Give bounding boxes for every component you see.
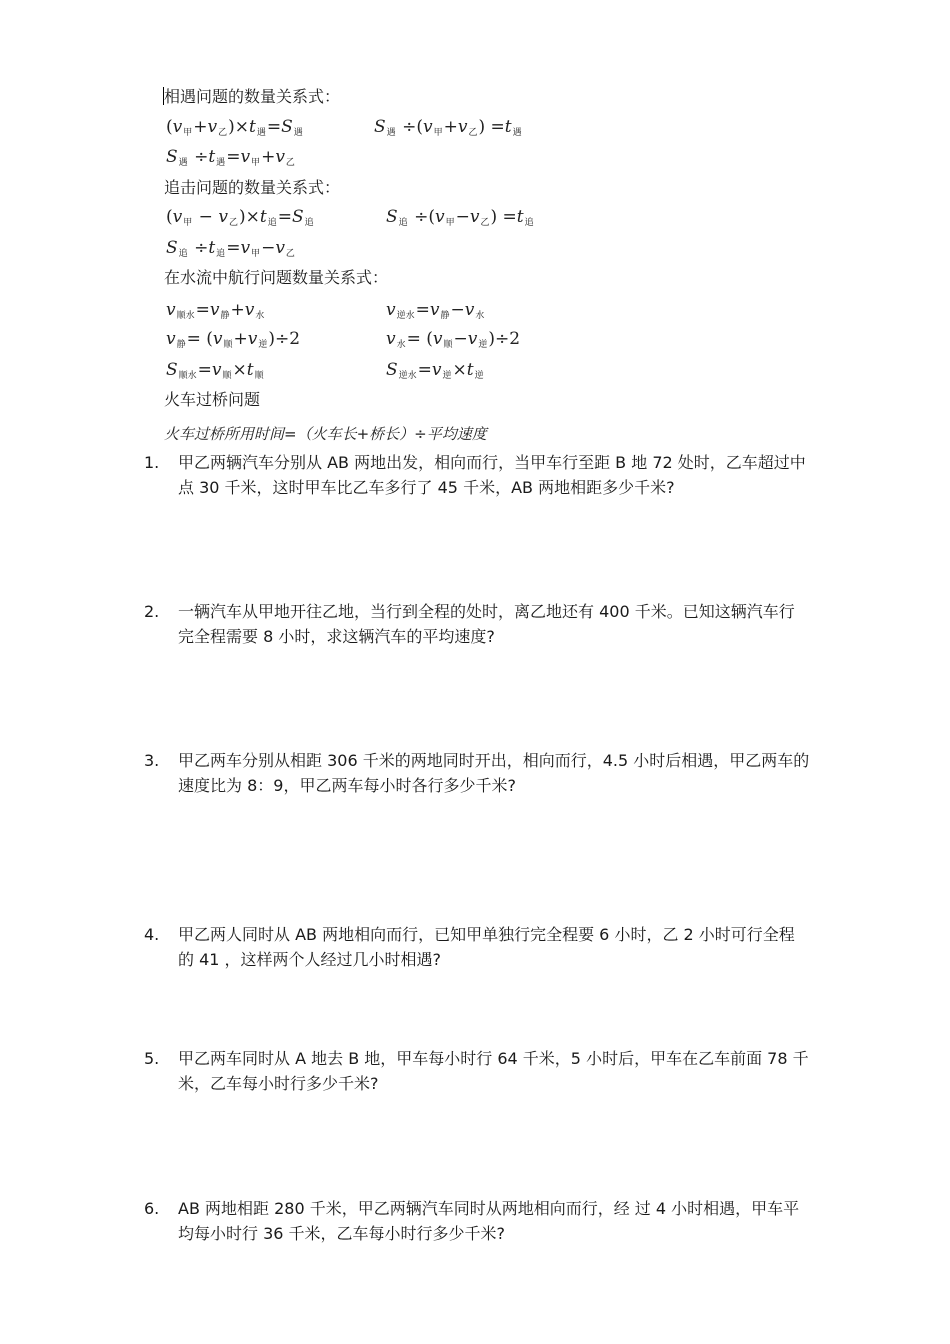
question-text: 甲乙两辆汽车分别从 AB 两地出发，相向而行，当甲车行至距 B 地 72 处时，乙车超过中点 30 千米，这时甲车比乙车多行了 45 千米，AB 两地相距多少千米? <box>178 453 806 497</box>
question-text: AB 两地相距 280 千米，甲乙两辆汽车同时从两地相向而行，经 过 4 小时相遇，甲车平均每小时行 36 千米，乙车每小时行多少千米? <box>178 1199 800 1243</box>
formula-water-4: $v_水= (v_顺-v_逆)\div 2$ <box>386 329 521 350</box>
formula-meeting-1: $(v_甲+v_乙)\times t_遇=S_遇$ <box>166 117 303 138</box>
train-heading: 火车过桥问题 <box>164 390 261 409</box>
formula-water-6: $S_{逆水}=v_逆\times t_逆$ <box>386 360 484 381</box>
question-number: 5. <box>144 1049 160 1068</box>
question-number: 3. <box>144 751 160 770</box>
water-heading: 在水流中航行问题数量关系式： <box>164 268 389 287</box>
formula-chase-1: $(v_甲 - v_乙)\times t_追=S_追$ <box>166 207 314 228</box>
question-number: 1. <box>144 453 160 472</box>
question-text: 甲乙两人同时从 AB 两地相向而行，已知甲单独行完全程要 6 小时，乙 2 小时可行全程的 41 ，这样两个人经过几小时相遇? <box>178 925 795 969</box>
question-number: 2. <box>144 602 160 621</box>
question-number: 4. <box>144 925 160 944</box>
chase-heading: 追击问题的数量关系式： <box>164 178 341 197</box>
formula-chase-2: $S_追 \div(v_甲-v_乙) =t_追$ <box>386 207 534 228</box>
formula-water-5: $S_{顺水}=v_顺\times t_顺$ <box>166 360 264 381</box>
formula-water-3: $v_静= (v_顺+v_逆)\div 2$ <box>166 329 301 350</box>
formula-water-2: $v_{逆水}=v_静-v_水$ <box>386 300 485 321</box>
question-text: 一辆汽车从甲地开往乙地，当行到全程的处时，离乙地还有 400 千米。已知这辆汽车行完全程需要 8 小时，求这辆汽车的平均速度? <box>178 602 795 646</box>
meeting-heading: 相遇问题的数量关系式： <box>164 87 341 106</box>
train-formula-note: 火车过桥所用时间=（火车长+桥长）÷平均速度 <box>164 425 487 443</box>
formula-chase-3: $S_追 \div t_追=v_甲-v_乙$ <box>166 238 295 259</box>
formula-meeting-2: $S_遇 \div(v_甲+v_乙) =t_遇$ <box>374 117 522 138</box>
question-text: 甲乙两车同时从 A 地去 B 地，甲车每小时行 64 千米，5 小时后，甲车在乙车前面 78 千米，乙车每小时行多少千米? <box>178 1049 809 1093</box>
formula-water-1: $v_{顺水}=v_静+v_水$ <box>166 300 265 321</box>
question-text: 甲乙两车分别从相距 306 千米的两地同时开出，相向而行，4.5 小时后相遇，甲乙两车的速度比为 8：9，甲乙两车每小时各行多少千米? <box>178 751 810 795</box>
question-number: 6. <box>144 1199 160 1218</box>
formula-meeting-3: $S_遇 \div t_遇=v_甲+v_乙$ <box>166 147 295 168</box>
